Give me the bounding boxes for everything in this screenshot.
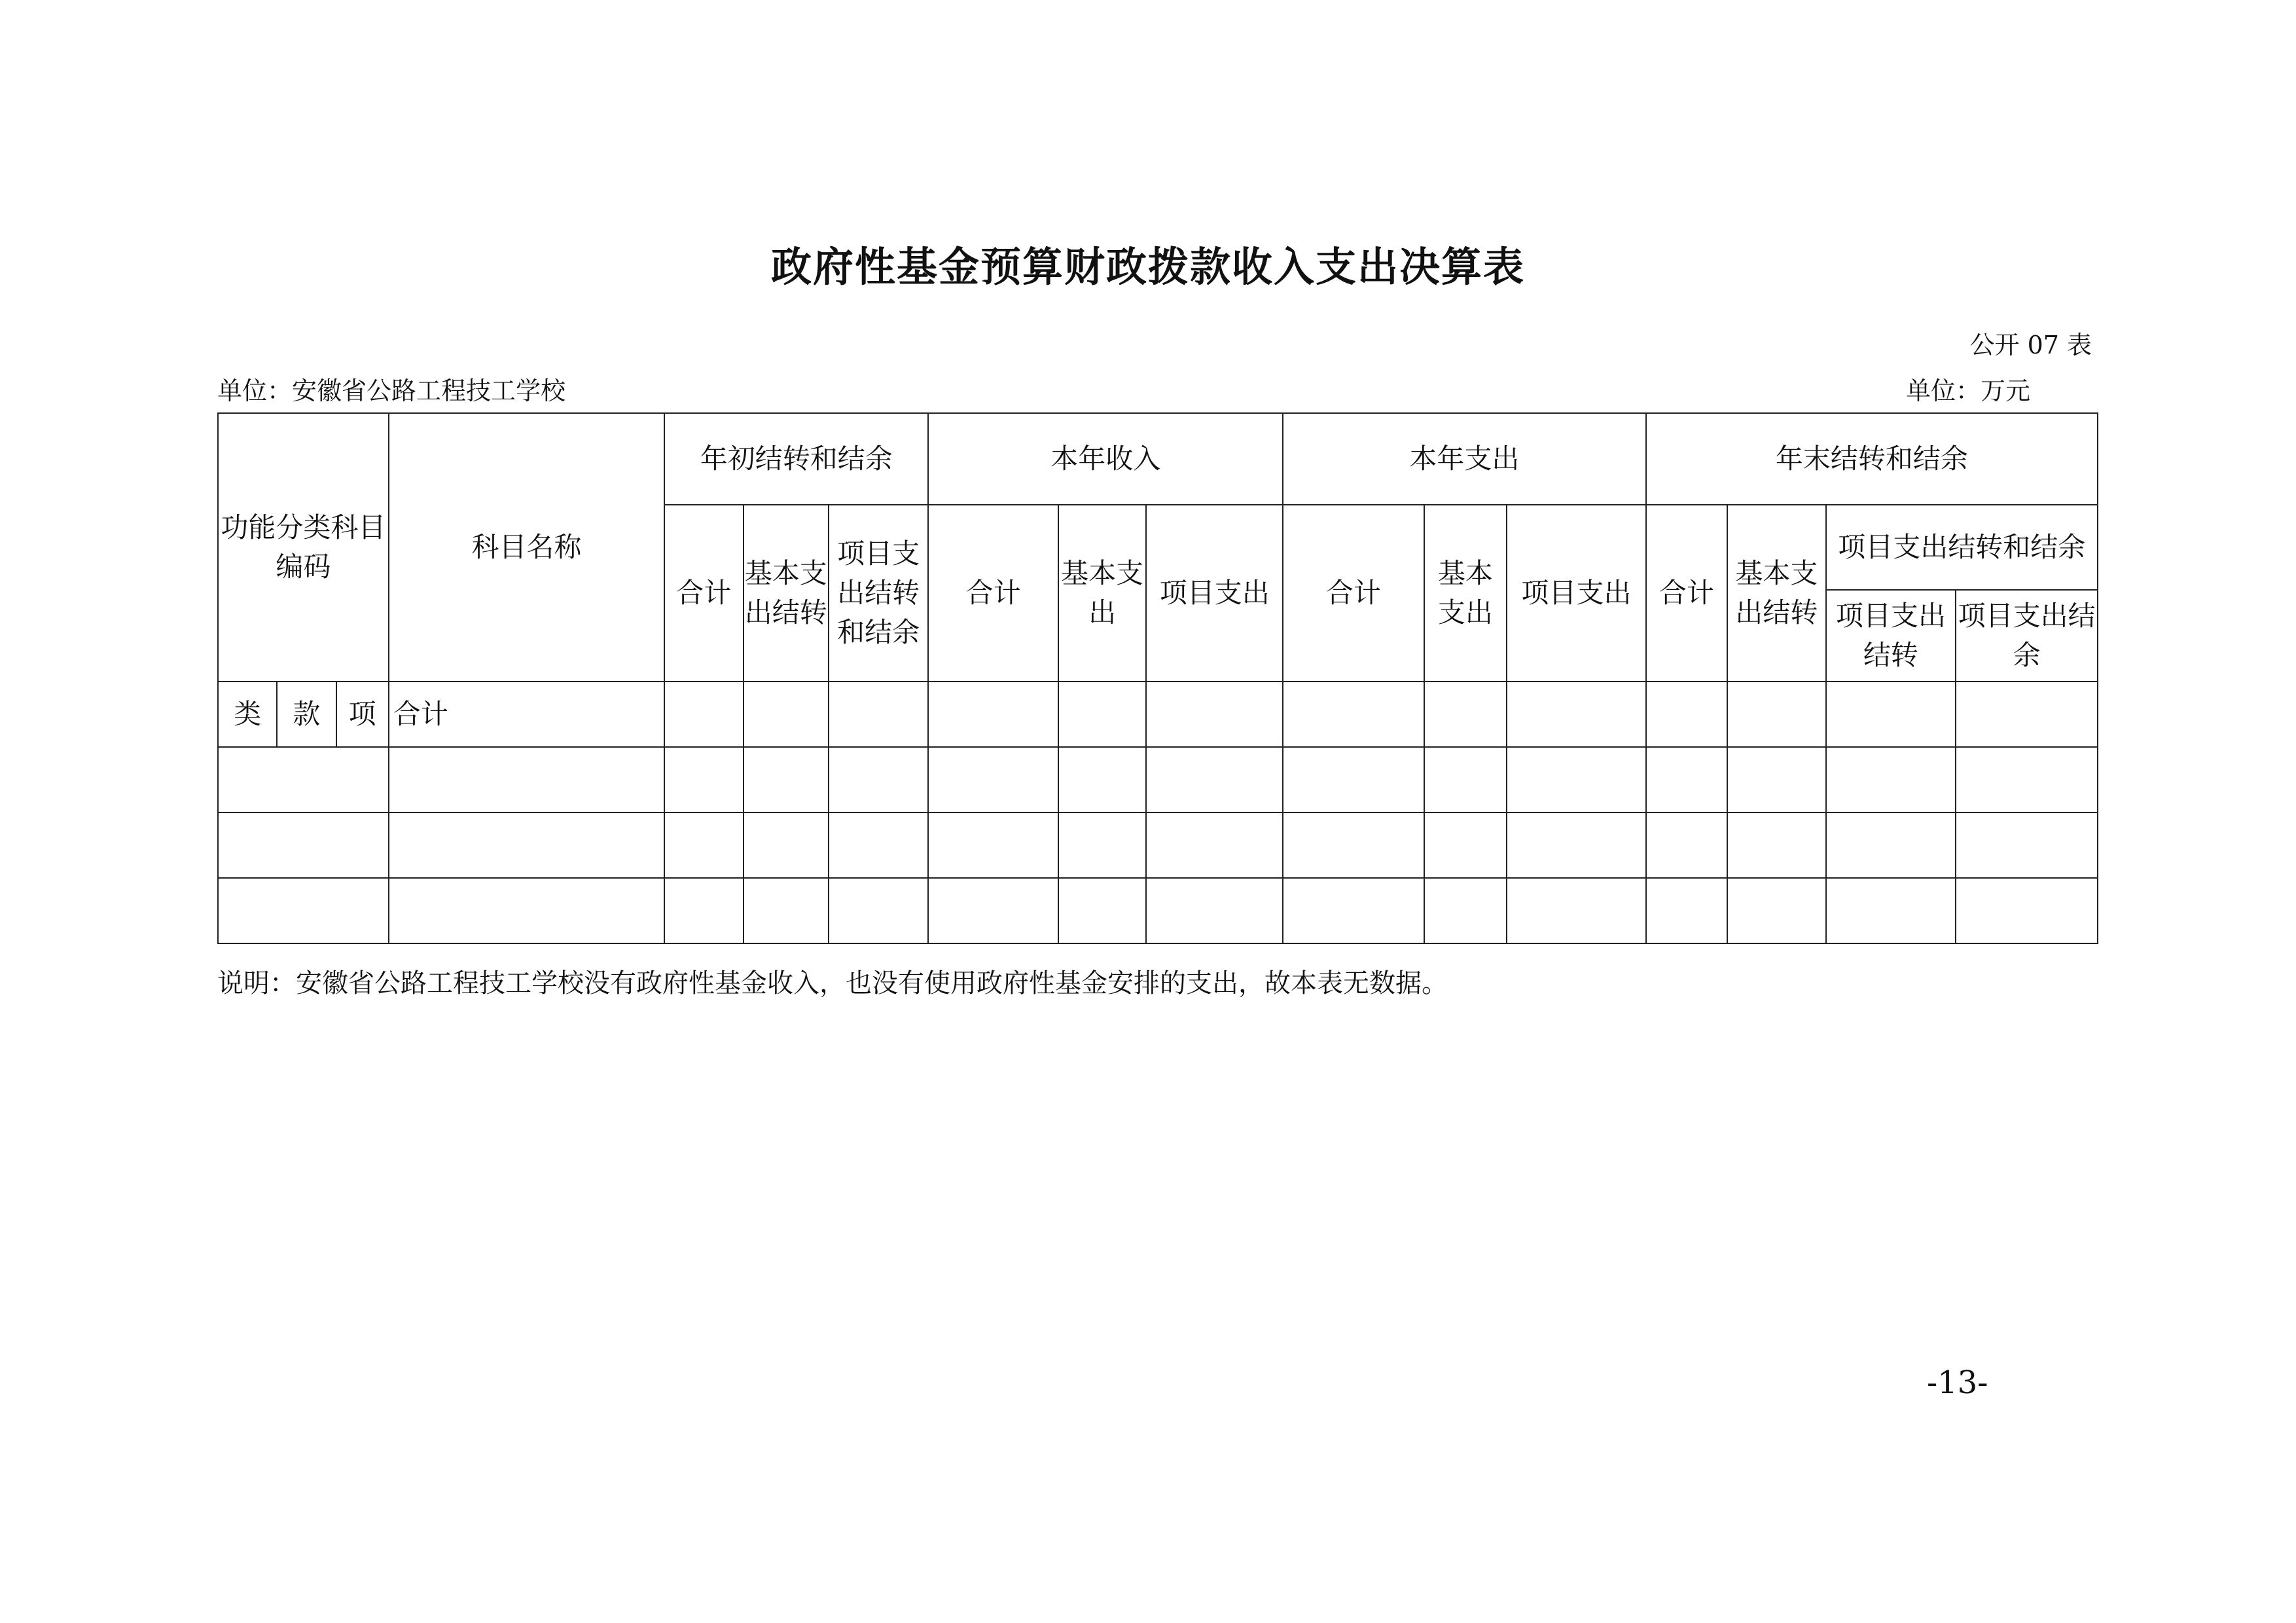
table-cell <box>1956 878 2098 943</box>
header-income-basic: 基本支出 <box>1058 505 1146 682</box>
header-begin-total: 合计 <box>664 505 743 682</box>
table-cell <box>1507 682 1646 747</box>
table-cell <box>1727 682 1825 747</box>
header-begin-basic: 基本支出结转 <box>744 505 829 682</box>
table-cell <box>829 682 928 747</box>
table-cell <box>1058 878 1146 943</box>
table-cell <box>1727 878 1825 943</box>
table-cell <box>928 812 1058 878</box>
table-cell <box>744 682 829 747</box>
table-cell <box>928 747 1058 812</box>
table-row <box>218 812 2098 878</box>
table-cell <box>1058 682 1146 747</box>
form-number: 公开 07 表 <box>1969 331 2092 359</box>
header-name: 科目名称 <box>389 413 664 682</box>
table-row <box>218 747 2098 812</box>
table-cell <box>1146 682 1283 747</box>
header-end-project-balance: 项目支出结余 <box>1956 590 2098 682</box>
header-income-project: 项目支出 <box>1146 505 1283 682</box>
table-cell <box>1283 682 1424 747</box>
table-cell <box>1826 747 1956 812</box>
header-expense-project: 项目支出 <box>1507 505 1646 682</box>
table-cell <box>829 747 928 812</box>
table-cell <box>1146 812 1283 878</box>
table-cell <box>1646 682 1727 747</box>
table-cell <box>744 747 829 812</box>
table-cell <box>928 878 1058 943</box>
header-xiang: 项 <box>336 682 389 747</box>
table-cell <box>1058 747 1146 812</box>
header-end-project-carry: 项目支出结转 <box>1826 590 1956 682</box>
explanation-note: 说明：安徽省公路工程技工学校没有政府性基金收入，也没有使用政府性基金安排的支出，故本表无数据。 <box>217 968 1448 998</box>
table-cell <box>664 812 743 878</box>
budget-table <box>217 412 2098 944</box>
page-title: 政府性基金预算财政拨款收入支出决算表 <box>770 243 1525 291</box>
header-code: 功能分类科目编码 <box>218 413 389 682</box>
table-cell <box>1646 878 1727 943</box>
table-cell <box>1826 682 1956 747</box>
table-cell <box>1283 812 1424 878</box>
table-cell <box>1507 812 1646 878</box>
header-expense-basic: 基本支出 <box>1424 505 1507 682</box>
table-cell <box>218 878 389 943</box>
table-cell <box>1058 812 1146 878</box>
header-expense-total: 合计 <box>1283 505 1424 682</box>
table-cell <box>1146 747 1283 812</box>
page-number: -13- <box>1927 1364 1988 1401</box>
header-group-begin: 年初结转和结余 <box>664 413 928 505</box>
table-cell <box>829 812 928 878</box>
table-cell <box>389 747 664 812</box>
table-cell <box>1507 747 1646 812</box>
header-end-total: 合计 <box>1646 505 1727 682</box>
table-cell <box>928 682 1058 747</box>
currency-unit: 单位：万元 <box>1906 376 2031 405</box>
table-cell <box>1424 878 1507 943</box>
table-cell <box>1283 747 1424 812</box>
table-cell <box>389 878 664 943</box>
table-row <box>218 878 2098 943</box>
table-cell <box>829 878 928 943</box>
header-income-total: 合计 <box>928 505 1058 682</box>
table-cell <box>1646 812 1727 878</box>
header-lei: 类 <box>218 682 277 747</box>
table-cell <box>1146 878 1283 943</box>
table-cell <box>1727 747 1825 812</box>
table-cell <box>1283 878 1424 943</box>
table-cell <box>1424 747 1507 812</box>
table-cell <box>218 747 389 812</box>
reporting-unit: 单位：安徽省公路工程技工学校 <box>217 376 566 405</box>
total-row-label: 合计 <box>389 682 664 747</box>
header-end-basic: 基本支出结转 <box>1727 505 1825 682</box>
table-cell <box>1956 812 2098 878</box>
header-group-end: 年末结转和结余 <box>1646 413 2098 505</box>
table-cell <box>1424 682 1507 747</box>
header-group-income: 本年收入 <box>928 413 1283 505</box>
table-cell <box>1507 878 1646 943</box>
table-cell <box>744 812 829 878</box>
table-cell <box>389 812 664 878</box>
table-cell <box>1956 682 2098 747</box>
table-cell <box>1646 747 1727 812</box>
table-cell <box>664 878 743 943</box>
table-cell <box>1826 812 1956 878</box>
header-group-expense: 本年支出 <box>1283 413 1646 505</box>
table-cell <box>1424 812 1507 878</box>
table-cell <box>664 747 743 812</box>
table-cell <box>1727 812 1825 878</box>
header-begin-project: 项目支出结转和结余 <box>829 505 928 682</box>
table-cell <box>1956 747 2098 812</box>
table-cell <box>664 682 743 747</box>
table-cell <box>1826 878 1956 943</box>
table-cell <box>744 878 829 943</box>
header-kuan: 款 <box>277 682 336 747</box>
table-cell <box>218 812 389 878</box>
header-end-project-group: 项目支出结转和结余 <box>1826 505 2098 590</box>
